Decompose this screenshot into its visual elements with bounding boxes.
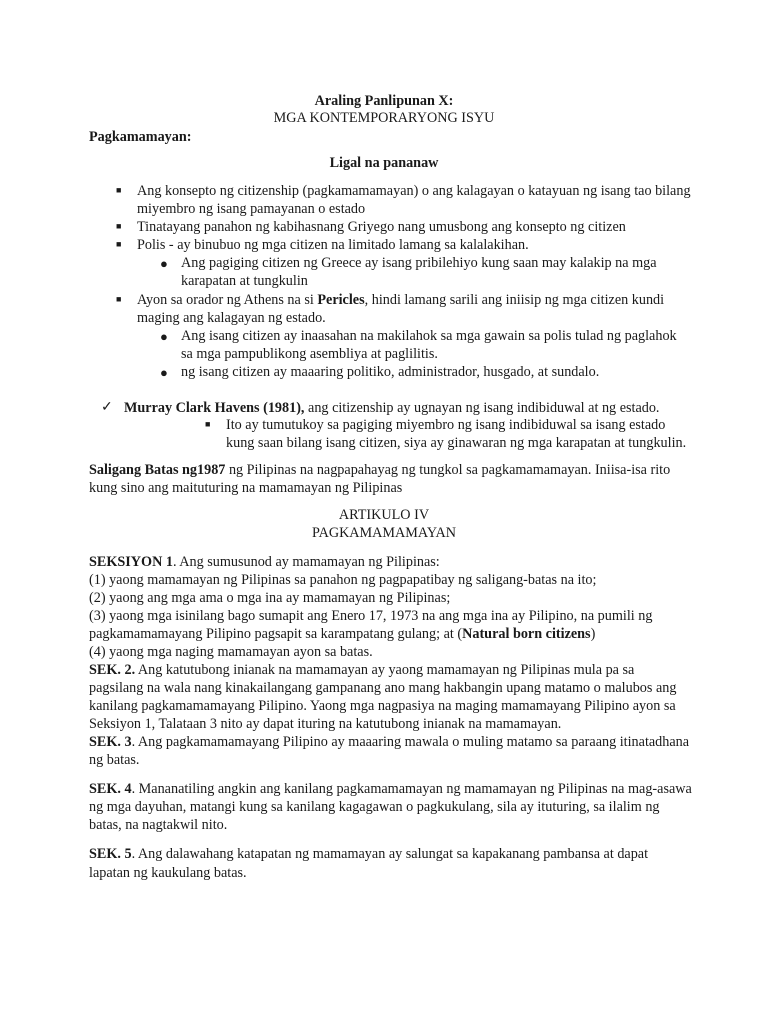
saligang-paragraph: kung sino ang maituturing na mamamayan ng Pilipinas	[89, 480, 403, 496]
bullet-text: Polis - ay binubuo ng mga citizen na limitado lamang sa kalalakihan.	[137, 237, 529, 253]
sub-bullet-text: ng isang citizen ay maaaring politiko, administrador, husgado, at sundalo.	[181, 364, 600, 380]
sek3-paragraph: ng batas.	[89, 752, 140, 768]
square-bullet-icon: ■	[116, 221, 122, 231]
sek2-paragraph: Seksiyon 1, Talataan 3 nito ay dapat ituring na katutubong inianak na mamamayan.	[89, 716, 562, 732]
sek1-item: (4) yaong mga naging mamamayan ayon sa batas.	[89, 644, 373, 660]
artikulo-title: ARTIKULO IV	[338, 507, 430, 523]
sub-bullet-text: karapatan at tungkulin	[181, 273, 308, 289]
section-label: Pagkamamayan:	[89, 129, 192, 145]
checkmark-icon: ✓	[101, 400, 113, 415]
bullet-text: miyembro ng isang pamayanan o estado	[137, 201, 366, 217]
bullet-text: Ang konsepto ng citizenship (pagkamamamayan) o ang kalagayan o katayuan ng isang tao bilang	[137, 183, 691, 199]
saligang-paragraph: Saligang Batas ng1987 ng Pilipinas na nagpapahayag ng tungkol sa pagkamamamayan. Iniisa-isa rito	[89, 462, 671, 478]
square-bullet-icon: ■	[205, 419, 211, 429]
sek1-item: (1) yaong mamamayan ng Pilipinas sa panahon ng pagpapatibay ng saligang-batas na ito;	[89, 572, 597, 588]
sub-bullet-text: sa mga pampublikong asembliya at paglilitis.	[181, 346, 438, 362]
sub-bullet-text: Ang pagiging citizen ng Greece ay isang pribilehiyo kung saan may kalakip na mga	[181, 255, 657, 271]
sek2-paragraph: pagsilang na wala nang kinakailangang gampanang ano mang hakbangin upang matamo o malubos ang	[89, 680, 677, 696]
bullet-text: Tinatayang panahon ng kabihasnang Griyego nang umusbong ang konsepto ng citizen	[137, 219, 626, 235]
sek3-paragraph: SEK. 3. Ang pagkamamamayang Pilipino ay maaaring mawala o muling matamo sa paraang itinatadhana	[89, 734, 690, 750]
bullet-text: Ayon sa orador ng Athens na si Pericles, hindi lamang sarili ang iniisip ng mga citizen kundi	[137, 292, 665, 308]
round-bullet-icon: ●	[160, 329, 168, 344]
sek5-paragraph: SEK. 5. Ang dalawahang katapatan ng mamamayan ay salungat sa kapakanang pambansa at dapat	[89, 846, 649, 862]
havens-text: Murray Clark Havens (1981), ang citizenship ay ugnayan ng isang indibiduwal at ng estado.	[124, 400, 660, 416]
round-bullet-icon: ●	[160, 365, 168, 380]
sek1-item: (3) yaong mga isinilang bago sumapit ang Enero 17, 1973 na ang mga ina ay Pilipino, na pumili ng	[89, 608, 653, 624]
sek2-paragraph: kanilang pagkamamamayang Pilipino. Yaong mga nagpasiya na maging mamamayang Pilipino ayon sa	[89, 698, 676, 714]
round-bullet-icon: ●	[160, 256, 168, 271]
sek1-item: pagkamamamayang Pilipino pagsapit sa karampatang gulang; at (Natural born citizens)	[89, 626, 596, 642]
sek2-paragraph: SEK. 2. Ang katutubong inianak na mamamayan ay yaong mamamayan ng Pilipinas mula pa sa	[89, 662, 635, 678]
sek4-paragraph: ng mga dayuhan, matangi kung sa kanilang kagagawan o pagkukulang, sila ay ituturing, sa ilalim ng	[89, 799, 660, 815]
sub-bullet-text: Ang isang citizen ay inaasahan na makilahok sa mga gawain sa polis tulad ng paglahok	[181, 328, 677, 344]
bullet-text: maging ang kalagayan ng estado.	[137, 310, 326, 326]
sek4-paragraph: SEK. 4. Mananatiling angkin ang kanilang pagkamamamayan ng mamamayan ng Pilipinas na mag-asawa	[89, 781, 692, 797]
havens-sub-text: kung saan bilang isang citizen, siya ay ginawaran ng mga karapatan at tungkulin.	[226, 435, 687, 451]
subsection-title: Ligal na pananaw	[329, 155, 439, 171]
sek5-paragraph: lapatan ng kaukulang batas.	[89, 865, 247, 881]
square-bullet-icon: ■	[116, 239, 122, 249]
document-subtitle: MGA KONTEMPORARYONG ISYU	[273, 110, 495, 126]
sek1-item: (2) yaong ang mga ama o mga ina ay mamamayan ng Pilipinas;	[89, 590, 451, 606]
square-bullet-icon: ■	[116, 294, 122, 304]
document-title: Araling Panlipunan X:	[314, 93, 454, 109]
square-bullet-icon: ■	[116, 185, 122, 195]
sek4-paragraph: batas, na nagtakwil nito.	[89, 817, 228, 833]
havens-sub-text: Ito ay tumutukoy sa pagiging miyembro ng isang indibiduwal sa isang estado	[226, 417, 666, 433]
artikulo-subtitle: PAGKAMAMAMAYAN	[311, 525, 456, 541]
sek1-heading: SEKSIYON 1. Ang sumusunod ay mamamayan ng Pilipinas:	[89, 554, 440, 570]
